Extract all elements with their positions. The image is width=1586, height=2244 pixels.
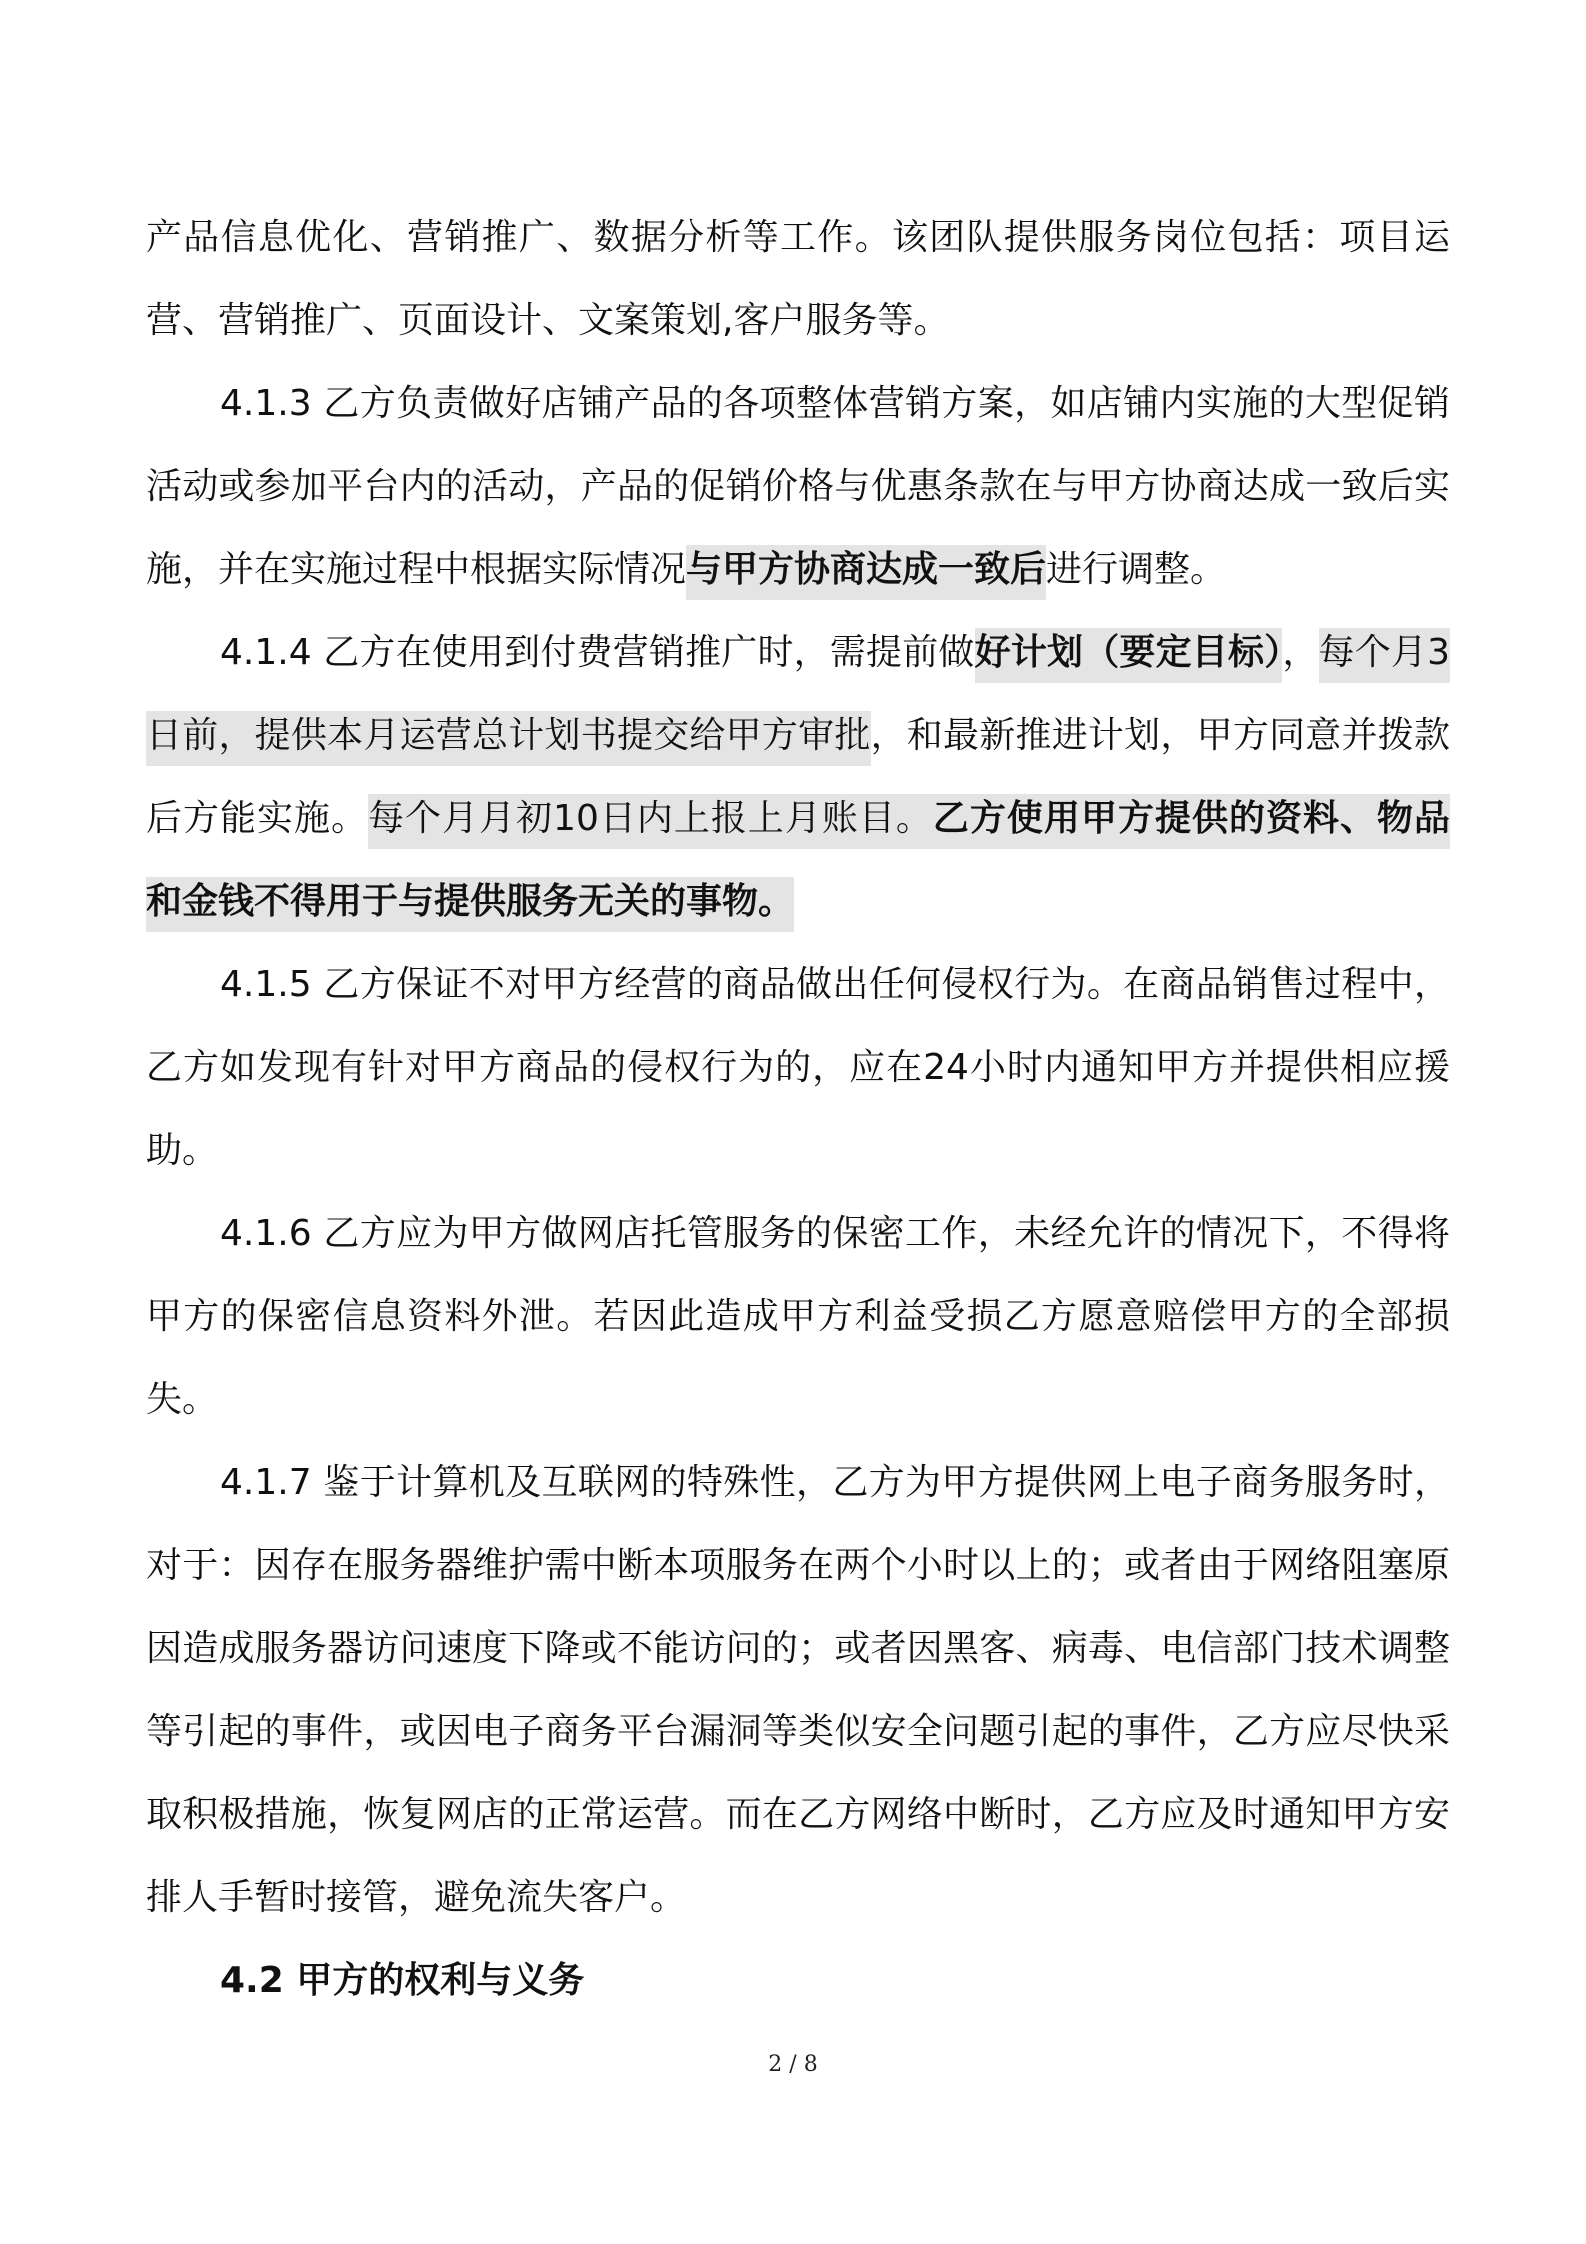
paragraph-4-1-3-ending: 进行调整。 [1046, 549, 1227, 590]
paragraph-continuation: 产品信息优化、营销推广、数据分析等工作。该团队提供服务岗位包括：项目运营、营销推广、页面设计、文案策划,客户服务等。 [146, 217, 1450, 341]
page-number: 2 / 8 [768, 2052, 818, 2077]
paragraph-4-1-3-text: 4.1.3 乙方负责做好店铺产品的各项整体营销方案，如店铺内实施的大型促销活动或参加平台内的活动，产品的促销价格与优惠条款在与甲方协商达成一致后实施，并在实施过程中根据实际情况 [146, 383, 1450, 590]
highlight-resource-usage: 乙方使用甲方提供的资料、物品和金钱不得用于与提供服务无关的事物。 [146, 794, 1450, 932]
highlight-monthly-accounts: 每个月月初10日内上报上月账目。 [368, 794, 933, 849]
highlight-plan-target: 好计划（要定目标） [975, 628, 1283, 683]
highlight-negotiated-agreement: 与甲方协商达成一致后 [686, 545, 1046, 600]
highlight-monthly-plan: 每个月3日前，提供本月运营总计划书提交给甲方审批 [146, 628, 1450, 766]
paragraph-4-1-4-text: 4.1.4 乙方在使用到付费营销推广时，需提前做 [220, 632, 975, 673]
paragraph-4-1-4-middle: ，和最新推进计划，甲方同意并拨款后方能实施。 [146, 715, 1450, 839]
paragraph-4-1-6: 4.1.6 乙方应为甲方做网店托管服务的保密工作，未经允许的情况下，不得将甲方的保密信息资料外泄。若因此造成甲方利益受损乙方愿意赔偿甲方的全部损失。 [146, 1213, 1450, 1420]
section-heading-4-2: 4.2 甲方的权利与义务 [220, 1960, 585, 2001]
paragraph-4-1-7: 4.1.7 鉴于计算机及互联网的特殊性，乙方为甲方提供网上电子商务服务时，对于：因存在服务器维护需中断本项服务在两个小时以上的；或者由于网络阻塞原因造成服务器访问速度下降或不能访问的；或者因黑客、病毒、电信部门技术调整等引起的事件，或因电子商务平台漏洞等类似安全问题引起的事件，乙方应尽快采取积极措施，恢复网店的正常运营。而在乙方网络中断时，乙方应及时通知甲方安排人手暂时接管，避免流失客户。 [146, 1462, 1450, 1918]
paragraph-4-1-4-separator: ， [1282, 632, 1319, 673]
paragraph-4-1-4 [146, 611, 1450, 943]
paragraph-4-1-5: 4.1.5 乙方保证不对甲方经营的商品做出任何侵权行为。在商品销售过程中，乙方如发现有针对甲方商品的侵权行为的，应在24小时内通知甲方并提供相应援助。 [146, 964, 1450, 1171]
document-body [146, 196, 1450, 2022]
paragraph-4-1-3 [146, 362, 1450, 611]
